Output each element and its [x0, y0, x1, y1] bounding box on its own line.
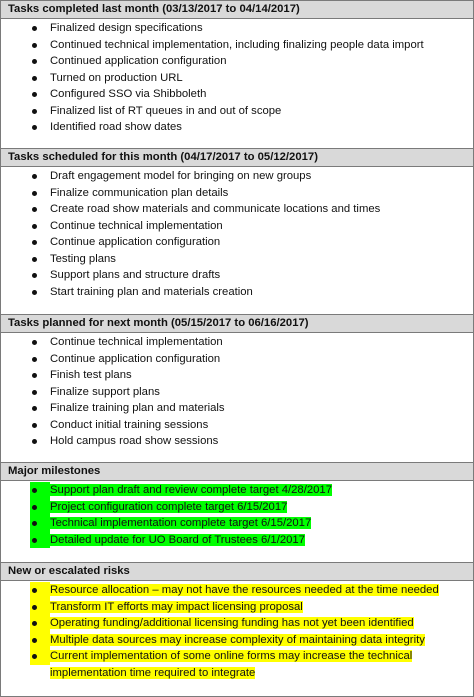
section-header: Major milestones [1, 462, 473, 481]
list-item: Create road show materials and communicate locations and times [1, 201, 473, 218]
bullet-icon [32, 59, 37, 64]
bullet-icon [32, 174, 37, 179]
bullet-icon [32, 357, 37, 362]
bullet-icon [32, 521, 37, 526]
bullet-icon [32, 423, 37, 428]
list-item: Identified road show dates [1, 119, 473, 136]
bullet-icon [32, 439, 37, 444]
bullet-icon [32, 390, 37, 395]
list-item: Multiple data sources may increase complexity of maintaining data integrity [1, 632, 473, 649]
section-major-milestones [1, 462, 473, 548]
bullet-icon [32, 654, 37, 659]
bullet-icon [32, 605, 37, 610]
bullet-icon [32, 76, 37, 81]
bullet-icon [32, 240, 37, 245]
list-item: Finalize training plan and materials [1, 400, 473, 417]
list-item: Resource allocation – may not have the resources needed at the time needed [1, 582, 473, 599]
list-item: Continued application configuration [1, 53, 473, 70]
section-header: Tasks completed last month (03/13/2017 to 04/14/2017) [1, 1, 473, 19]
list-item: Hold campus road show sessions [1, 433, 473, 450]
bullet-icon [32, 273, 37, 278]
section-escalated-risks [1, 562, 473, 681]
list-item: Start training plan and materials creation [1, 284, 473, 301]
bullet-icon [32, 43, 37, 48]
list-item: Continue technical implementation [1, 334, 473, 351]
bullet-icon [32, 538, 37, 543]
section-header: New or escalated risks [1, 562, 473, 581]
list-item: Draft engagement model for bringing on new groups [1, 168, 473, 185]
bullet-icon [32, 92, 37, 97]
list-item: Continue application configuration [1, 351, 473, 368]
section-header: Tasks planned for next month (05/15/2017 to 06/16/2017) [1, 314, 473, 333]
bullet-icon [32, 290, 37, 295]
bullet-icon [32, 406, 37, 411]
list-item: Detailed update for UO Board of Trustees 6/1/2017 [1, 532, 473, 549]
section-tasks-planned [1, 314, 473, 450]
list-item: Continue application configuration [1, 234, 473, 251]
list-item: Conduct initial training sessions [1, 417, 473, 434]
bullet-icon [32, 26, 37, 31]
list-item: Finish test plans [1, 367, 473, 384]
list-item-continuation: implementation time required to integrate [50, 666, 256, 679]
list-item: Transform IT efforts may impact licensing proposal [1, 599, 473, 616]
bullet-icon [32, 125, 37, 130]
section-header: Tasks scheduled for this month (04/17/2017 to 05/12/2017) [1, 148, 473, 167]
task-list [1, 167, 473, 300]
bullet-icon [32, 257, 37, 262]
list-item: Finalize support plans [1, 384, 473, 401]
bullet-icon [32, 621, 37, 626]
bullet-icon [32, 588, 37, 593]
list-item: Technical implementation complete target 6/15/2017 [1, 515, 473, 532]
list-item: Finalized design specifications [1, 20, 473, 37]
bullet-icon [32, 638, 37, 643]
list-item: Operating funding/additional licensing funding has not yet been identified [1, 615, 473, 632]
list-item: Continue technical implementation [1, 218, 473, 235]
task-list [1, 19, 473, 136]
bullet-icon [32, 488, 37, 493]
bullet-icon [32, 505, 37, 510]
list-item: Finalize communication plan details [1, 185, 473, 202]
list-item: Testing plans [1, 251, 473, 268]
list-item: Current implementation of some online forms may increase the technical [1, 648, 473, 665]
bullet-icon [32, 191, 37, 196]
section-tasks-completed [1, 1, 473, 136]
list-item: Support plan draft and review complete target 4/28/2017 [1, 482, 473, 499]
milestone-list [1, 481, 473, 548]
section-tasks-scheduled [1, 148, 473, 300]
list-item: Project configuration complete target 6/15/2017 [1, 499, 473, 516]
list-item: Finalized list of RT queues in and out of scope [1, 103, 473, 120]
bullet-icon [32, 224, 37, 229]
bullet-icon [32, 109, 37, 114]
list-item: Configured SSO via Shibboleth [1, 86, 473, 103]
bullet-icon [32, 207, 37, 212]
bullet-icon [32, 373, 37, 378]
list-item: Continued technical implementation, including finalizing people data import [1, 37, 473, 54]
list-item: Turned on production URL [1, 70, 473, 87]
risk-list [1, 581, 473, 681]
list-item: Support plans and structure drafts [1, 267, 473, 284]
task-list [1, 333, 473, 450]
bullet-icon [32, 340, 37, 345]
